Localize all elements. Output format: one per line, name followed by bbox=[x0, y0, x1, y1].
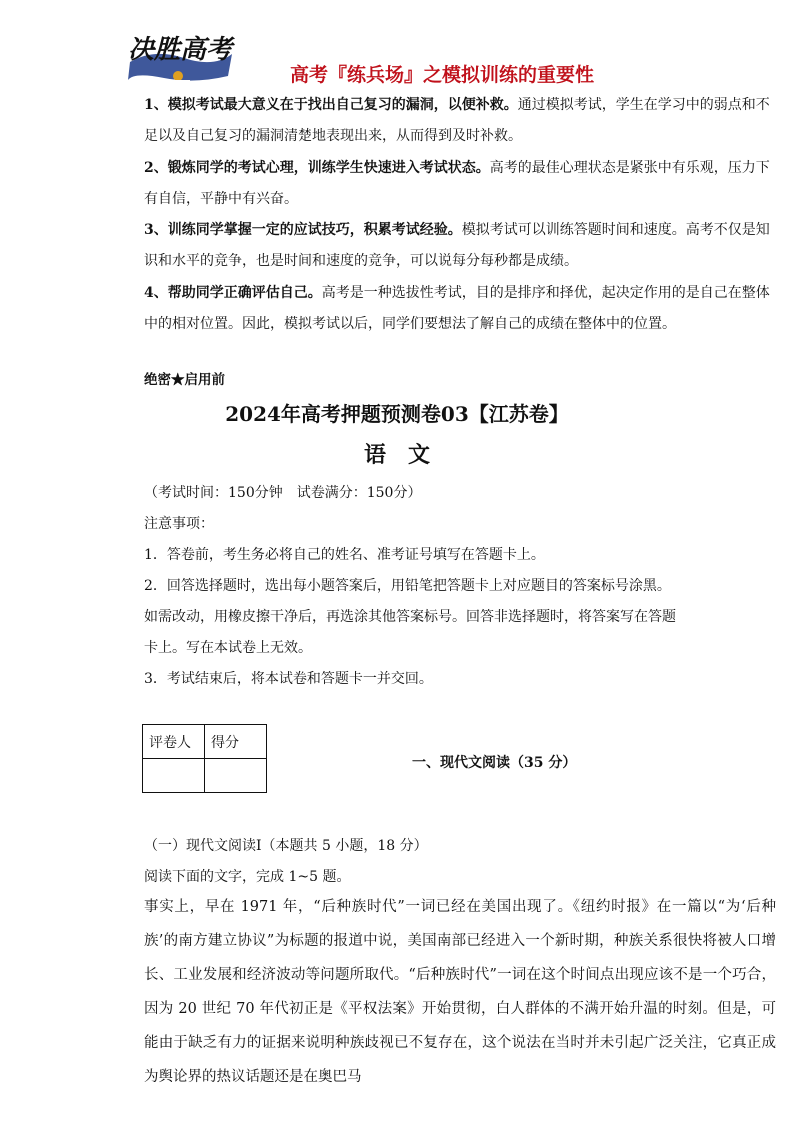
notice-3: 3．考试结束后，将本试卷和答题卡一并交回。 bbox=[144, 671, 433, 687]
sub-heading: （一）现代文阅读Ⅰ（本题共 5 小题，18 分） bbox=[144, 838, 428, 854]
notice-2a: 2．回答选择题时，选出每小题答案后，用铅笔把答题卡上对应题目的答案标号涂黑。 bbox=[144, 578, 671, 594]
intro-paragraph-2: 2、锻炼同学的考试心理，训练学生快速进入考试状态。高考的最佳心理状态是紧张中有乐观，压力下有自信，平静中有兴奋。 bbox=[144, 160, 770, 207]
logo-text: 决胜高考 bbox=[128, 35, 233, 65]
intro-paragraph-1: 1、模拟考试最大意义在于找出自己复习的漏洞，以便补救。通过模拟考试，学生在学习中的弱点和不足以及自己复习的漏洞清楚地表现出来，从而得到及时补救。 bbox=[144, 97, 770, 144]
intro-paragraph-3: 3、训练同学掌握一定的应试技巧，积累考试经验。模拟考试可以训练答题时间和速度。高考不仅是知识和水平的竞争，也是时间和速度的竞争，可以说每分每秒都是成绩。 bbox=[144, 222, 770, 269]
banner-title: 高考『练兵场』之模拟训练的重要性 bbox=[289, 64, 594, 86]
time-info: （考试时间：150分钟 试卷满分：150分） bbox=[144, 485, 422, 501]
passage-text: 事实上，早在 1971 年，“后种族时代”一词已经在美国出现了。《纽约时报》在一篇以“为‘后种族’的南方建立协议”为标题的报道中说，美国南部已经进入一个新时期，种族关系很快将被人口增长、工业发展和经济波动等问题所取代。“后种族时代”一词在这个时间点出现应该不是一个巧合，因为 20 世纪 70 年代初正是《平权法案》开始贯彻，白人群体的不满开始升温的时刻。但是，可能由于缺乏有力的证据来说明种族歧视已不复存在，这个说法在当时并未引起广泛关注，它真正成为舆论界的热议话题还是在奥巴马 bbox=[144, 899, 776, 1085]
score-table-cell-grader[interactable] bbox=[143, 759, 205, 793]
exam-title: 2024年高考押题预测卷03【江苏卷】 bbox=[225, 402, 569, 426]
notice-2c: 卡上。写在本试卷上无效。 bbox=[144, 640, 312, 656]
notice-1: 1．答卷前，考生务必将自己的姓名、准考证号填写在答题卡上。 bbox=[144, 547, 545, 563]
subject-title: 语 文 bbox=[363, 442, 430, 468]
secret-label: 绝密★启用前 bbox=[144, 372, 225, 388]
notice-2b: 如需改动，用橡皮擦干净后，再选涂其他答案标号。回答非选择题时，将答案写在答题 bbox=[144, 609, 676, 625]
intro-paragraph-4: 4、帮助同学正确评估自己。高考是一种选拔性考试，目的是排序和择优，起决定作用的是自己在整体中的相对位置。因此，模拟考试以后，同学们要想法了解自己的成绩在整体中的位置。 bbox=[144, 285, 770, 332]
section-heading: 一、现代文阅读（35 分） bbox=[412, 755, 577, 771]
instruction: 阅读下面的文字，完成 1~5 题。 bbox=[144, 869, 351, 885]
score-table-header-grader: 评卷人 bbox=[143, 725, 205, 759]
notice-title: 注意事项： bbox=[144, 516, 214, 532]
score-table-cell-score[interactable] bbox=[205, 759, 267, 793]
score-table-header-score: 得分 bbox=[205, 725, 267, 759]
score-table bbox=[142, 724, 267, 793]
